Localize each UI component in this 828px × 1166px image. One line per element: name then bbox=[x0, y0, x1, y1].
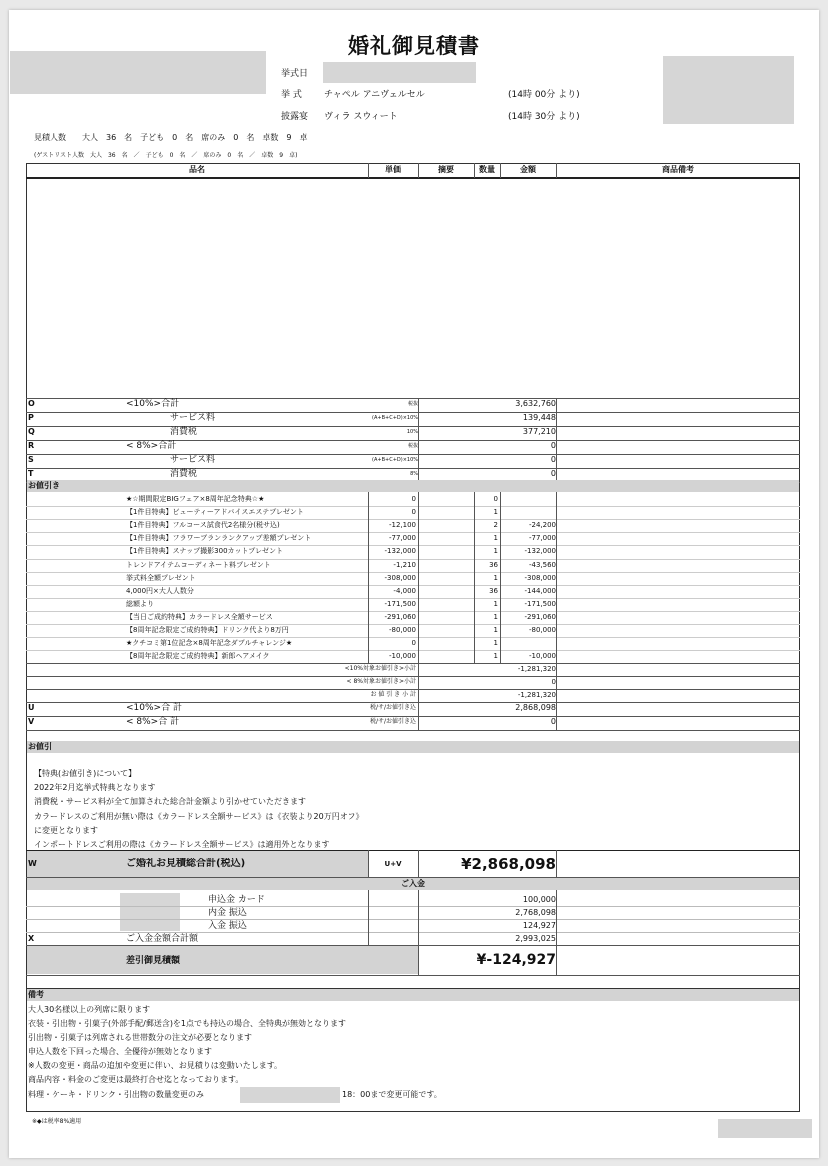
total-code: S bbox=[28, 455, 34, 464]
payment-label: 入金 振込 bbox=[208, 921, 247, 931]
remarks-line: 引出物・引菓子は列席される世帯数分の注文が必要となります bbox=[28, 1033, 252, 1042]
redacted-ceremony-date bbox=[323, 62, 476, 83]
discount-item-qty: 36 bbox=[489, 561, 498, 569]
total-code: Q bbox=[28, 427, 35, 436]
footnote: ※◆は税率8%適用 bbox=[32, 1118, 82, 1125]
discount-note-line: 【特典(お値引き)について】 bbox=[34, 769, 137, 778]
total-amount: 377,210 bbox=[522, 427, 556, 436]
grand-total-formula: U+V bbox=[384, 860, 402, 868]
total-code: T bbox=[28, 469, 34, 478]
remarks-line: 衣装・引出物・引菓子(外部手配/郵送含)を1点でも持込の場合、全特典が無効となります bbox=[28, 1019, 347, 1028]
col-divider bbox=[556, 492, 557, 663]
payments-total-code: X bbox=[28, 934, 35, 943]
row-rule bbox=[26, 532, 800, 533]
ceremony-time: (14時 00分 より) bbox=[508, 90, 580, 100]
guest-list-summary: (ゲストリスト人数 大人 36 名 ／ 子ども 0 名 ／ 席のみ 0 名 ／ 卓数 9 卓) bbox=[34, 152, 298, 159]
discount-item-amount: -77,000 bbox=[528, 534, 556, 542]
total-note: (A+B+C+D)×10% bbox=[372, 415, 418, 421]
discount-item-name: 【1件目特典】スナップ撮影300カットプレゼント bbox=[126, 547, 283, 555]
discount-subtotal-label: < 8%対象お値引き>小計 bbox=[346, 678, 416, 685]
discount-item-qty: 1 bbox=[493, 547, 498, 555]
discount-item-price: -77,000 bbox=[388, 534, 416, 542]
total-note: 税抜 bbox=[407, 401, 418, 407]
discount-item-price: 0 bbox=[411, 495, 416, 503]
discount-item-name: 【当日ご成約特典】カラードレス全額サービス bbox=[126, 613, 273, 621]
row-rule bbox=[26, 598, 800, 599]
header-unit-price: 単価 bbox=[385, 165, 401, 174]
balance-label: 差引御見積額 bbox=[126, 956, 181, 966]
remarks-heading-bar bbox=[27, 989, 799, 1001]
discount-item-price: -291,060 bbox=[384, 613, 416, 621]
discount-item-qty: 1 bbox=[493, 626, 498, 634]
table-header-rule bbox=[26, 177, 800, 179]
discount-item-name: 総額より bbox=[126, 600, 154, 608]
grand-total-amount: ¥2,868,098 bbox=[461, 855, 556, 873]
redacted-logo bbox=[663, 56, 794, 124]
discount-item-name: 挙式料全額プレゼント bbox=[126, 574, 196, 582]
row-rule bbox=[26, 506, 800, 507]
discount-item-name: ★クチコミ第1位記念×8周年記念ダブルチャレンジ★ bbox=[126, 639, 293, 647]
discount-subtotal-amount: -1,281,320 bbox=[517, 691, 556, 699]
discount-item-price: -4,000 bbox=[393, 587, 416, 595]
discount-item-qty: 1 bbox=[493, 574, 498, 582]
guest-summary: 見積人数 大人 36 名 子ども 0 名 席のみ 0 名 卓数 9 卓 bbox=[34, 133, 308, 142]
discount-item-price: -10,000 bbox=[388, 652, 416, 660]
col-divider bbox=[556, 945, 557, 975]
total-label: サービス料 bbox=[170, 413, 216, 423]
after-total-amount: 2,868,098 bbox=[515, 703, 556, 712]
ceremony-date-label: 挙式日 bbox=[281, 69, 309, 79]
discount-subtotal-amount: -1,281,320 bbox=[517, 665, 556, 673]
col-divider bbox=[500, 492, 501, 663]
row-rule bbox=[26, 585, 800, 586]
payments-heading: ご入金 bbox=[401, 879, 425, 888]
reception-label: 披露宴 bbox=[281, 112, 309, 122]
remarks-last-line-suffix: 18：00まで変更可能です。 bbox=[342, 1090, 442, 1099]
discount-item-amount: -308,000 bbox=[524, 574, 556, 582]
remarks-line: 申込人数を下回った場合、全優待が無効となります bbox=[28, 1047, 212, 1056]
after-total-code: U bbox=[28, 703, 35, 712]
col-divider bbox=[418, 492, 419, 663]
discount-item-name: 【8周年記念限定ご成約特典】新郎ヘアメイク bbox=[126, 652, 270, 660]
discount-notes-heading: お値引 bbox=[28, 742, 52, 751]
row-rule bbox=[26, 519, 800, 520]
col-divider bbox=[368, 492, 369, 663]
header-remarks: 商品備考 bbox=[662, 165, 694, 174]
ceremony-label: 挙 式 bbox=[281, 90, 302, 100]
discount-item-amount bbox=[500, 506, 556, 518]
grand-total-label: ご婚礼お見積総合計(税込) bbox=[126, 858, 246, 869]
total-note: 税抜 bbox=[407, 443, 418, 449]
discount-item-price: -12,100 bbox=[388, 521, 416, 529]
header-quantity: 数量 bbox=[479, 165, 495, 174]
discount-item-qty: 1 bbox=[493, 652, 498, 660]
discount-item-amount: -144,000 bbox=[524, 587, 556, 595]
discount-item-qty: 1 bbox=[493, 508, 498, 516]
col-divider bbox=[418, 663, 419, 730]
discount-item-price: -132,000 bbox=[384, 547, 416, 555]
total-code: R bbox=[28, 441, 35, 450]
row-rule bbox=[26, 624, 800, 625]
row-rule bbox=[26, 611, 800, 612]
discount-item-qty: 1 bbox=[493, 613, 498, 621]
discount-note-line: カラードレスのご利用が無い際は《カラードレス全額サービス》は《衣装より20万円オフ》 bbox=[34, 811, 364, 821]
row-rule bbox=[26, 730, 800, 731]
remarks-line: ※人数の変更・商品の追加や変更に伴い、お見積りは変動いたします。 bbox=[28, 1061, 283, 1070]
total-amount: 3,632,760 bbox=[515, 399, 556, 408]
row-rule bbox=[26, 650, 800, 651]
discount-heading: お値引き bbox=[28, 481, 60, 490]
payment-label: 内金 振込 bbox=[208, 908, 247, 918]
header-item: 品名 bbox=[189, 165, 205, 174]
total-note: (A+B+C+D)×10% bbox=[372, 457, 418, 463]
discount-item-qty: 1 bbox=[493, 600, 498, 608]
discount-item-name: 【1件目特典】ビューティーアドバイスエステプレゼント bbox=[126, 508, 304, 516]
row-rule bbox=[26, 906, 800, 907]
header-amount: 金額 bbox=[520, 165, 536, 174]
payment-amount: 124,927 bbox=[522, 921, 556, 930]
row-rule bbox=[26, 919, 800, 920]
discount-item-name: 【1件目特典】フルコース試食代2名様分(税サ込) bbox=[126, 521, 280, 529]
discount-item-price: 0 bbox=[411, 508, 416, 516]
discount-item-amount: -43,560 bbox=[528, 561, 556, 569]
discount-item-qty: 2 bbox=[493, 521, 498, 529]
remarks-last-line-prefix: 料理・ケーキ・ドリンク・引出物の数量変更のみ bbox=[28, 1090, 204, 1099]
row-rule bbox=[26, 559, 800, 560]
reception-venue: ヴィラ スウィート bbox=[324, 112, 398, 122]
remarks-line: 大人30名様以上の列席に限ります bbox=[28, 1005, 151, 1014]
row-rule bbox=[26, 572, 800, 573]
col-divider bbox=[368, 890, 369, 945]
payments-total-label: ご入金金額合計額 bbox=[126, 934, 199, 944]
discount-item-amount: -132,000 bbox=[524, 547, 556, 555]
discount-note-line: インポートドレスご利用の際は《カラードレス全額サービス》は適用外となります bbox=[34, 840, 330, 849]
payments-total-amount: 2,993,025 bbox=[515, 934, 556, 943]
discount-item-amount: -10,000 bbox=[528, 652, 556, 660]
total-amount: 0 bbox=[550, 441, 556, 450]
total-code: O bbox=[28, 399, 35, 408]
total-label: < 8%>合計 bbox=[126, 441, 177, 451]
redacted-payment-dates bbox=[120, 893, 180, 931]
after-total-note: 税/サ/お値引き込 bbox=[369, 704, 416, 711]
redacted-deadline bbox=[240, 1087, 340, 1103]
col-divider bbox=[556, 850, 557, 878]
remarks-heading: 備考 bbox=[28, 990, 44, 999]
discount-item-name: 【1件目特典】フラワーブランランクアップ差額プレゼント bbox=[126, 534, 312, 542]
row-rule bbox=[26, 975, 800, 976]
discount-subtotal-amount: 0 bbox=[551, 678, 556, 686]
after-total-label: < 8%>合 計 bbox=[126, 717, 180, 727]
after-total-note: 税/サ/お値引き込 bbox=[369, 718, 416, 725]
after-total-code: V bbox=[28, 717, 35, 726]
discount-item-name: ★☆期間限定BIGフェア×8周年記念特典☆★ bbox=[126, 495, 265, 503]
reception-time: (14時 30分 より) bbox=[508, 112, 580, 122]
discount-item-price: -171,500 bbox=[384, 600, 416, 608]
discount-subtotal-label: <10%対象お値引き>小計 bbox=[344, 665, 416, 672]
discount-item-amount: -171,500 bbox=[524, 600, 556, 608]
discount-item-name: トレンドアイテムコーディネート料プレゼント bbox=[126, 561, 271, 569]
after-total-amount: 0 bbox=[550, 717, 556, 726]
payment-amount: 2,768,098 bbox=[515, 908, 556, 917]
discount-item-qty: 1 bbox=[493, 534, 498, 542]
total-label: 消費税 bbox=[170, 427, 198, 437]
discount-notes-heading-bar bbox=[27, 741, 799, 753]
discount-item-price: -1,210 bbox=[393, 561, 416, 569]
grand-total-code: W bbox=[28, 859, 37, 868]
row-rule bbox=[26, 637, 800, 638]
col-divider bbox=[556, 663, 557, 730]
total-amount: 0 bbox=[550, 455, 556, 464]
total-note: 10% bbox=[406, 429, 418, 435]
discount-heading-bar bbox=[27, 480, 799, 492]
total-label: <10%>合計 bbox=[126, 399, 180, 409]
page-title: 婚礼御見積書 bbox=[348, 34, 480, 58]
remarks-line: 商品内容・料金のご変更は最終打合せ迄となっております。 bbox=[28, 1075, 244, 1084]
discount-item-price: 0 bbox=[411, 639, 416, 647]
col-divider bbox=[474, 492, 475, 663]
discount-subtotal-label: お 値 引 き 小 計 bbox=[370, 691, 416, 698]
discount-note-line: 消費税・サービス料が全て加算された総合計金額より引かせていただきます bbox=[34, 797, 306, 807]
discount-item-qty: 1 bbox=[493, 639, 498, 647]
discount-item-price: -80,000 bbox=[388, 626, 416, 634]
discount-item-amount: -291,060 bbox=[524, 613, 556, 621]
total-label: サービス料 bbox=[170, 455, 216, 465]
col-divider bbox=[556, 890, 557, 945]
balance-amount: ¥-124,927 bbox=[476, 952, 556, 968]
discount-item-name: 【8周年記念限定ご成約特典】ドリンク代より8万円 bbox=[126, 626, 289, 634]
total-code: P bbox=[28, 413, 34, 422]
total-note: 8% bbox=[410, 471, 418, 477]
redacted-customer-name bbox=[10, 51, 266, 94]
discount-item-price: -308,000 bbox=[384, 574, 416, 582]
total-label: 消費税 bbox=[170, 469, 198, 479]
redacted-footer bbox=[718, 1119, 812, 1138]
discount-item-amount bbox=[500, 637, 556, 649]
total-amount: 139,448 bbox=[522, 413, 556, 422]
col-divider bbox=[418, 398, 419, 480]
header-summary: 摘要 bbox=[438, 165, 454, 174]
discount-note-line: 2022年2月迄挙式特典となります bbox=[34, 783, 156, 793]
discount-item-amount: -80,000 bbox=[528, 626, 556, 634]
ceremony-venue: チャペル アニヴェルセル bbox=[324, 90, 425, 100]
discount-item-qty: 0 bbox=[493, 495, 498, 503]
total-amount: 0 bbox=[550, 469, 556, 478]
discount-item-amount bbox=[500, 493, 556, 505]
discount-item-amount: -24,200 bbox=[528, 521, 556, 529]
discount-item-name: 4,000円×大人人数分 bbox=[126, 587, 194, 595]
col-divider bbox=[556, 398, 557, 480]
after-total-label: <10%>合 計 bbox=[126, 703, 182, 713]
discount-item-qty: 36 bbox=[489, 587, 498, 595]
payment-label: 申込金 カード bbox=[208, 895, 265, 905]
payment-amount: 100,000 bbox=[522, 895, 556, 904]
row-rule bbox=[26, 545, 800, 546]
discount-note-line: に変更となります bbox=[34, 825, 98, 835]
